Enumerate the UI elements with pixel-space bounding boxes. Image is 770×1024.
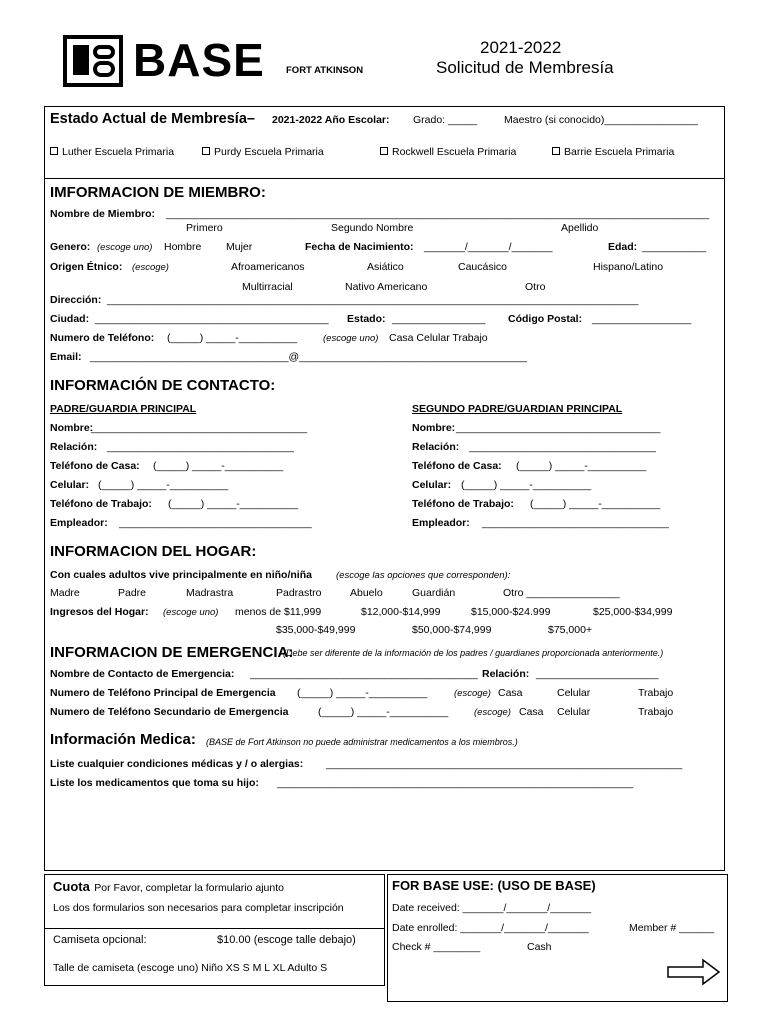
emergency-primary-casa[interactable]: Casa (498, 687, 523, 699)
secondary-employer-field[interactable]: ________________________________ (482, 517, 669, 529)
income-option-1[interactable]: menos de $11,999 (235, 606, 322, 618)
adult-option-grandparent[interactable]: Abuelo (350, 587, 383, 599)
location-label: FORT ATKINSON (286, 65, 364, 76)
ethnic-option-afro[interactable]: Afroamericanos (231, 261, 305, 273)
last-name-caption: Apellido (561, 222, 599, 234)
emergency-secondary-label: Numero de Teléfono Secundario de Emergencia (50, 706, 289, 718)
grade-field[interactable]: Grado: _____ (413, 114, 478, 126)
secondary-relation-field[interactable]: ________________________________ (469, 441, 656, 453)
emergency-primary-celular[interactable]: Celular (557, 687, 591, 699)
status-divider (44, 178, 725, 179)
school-option-purdy[interactable]: Purdy Escuela Primaria (202, 146, 324, 158)
check-number-field[interactable]: Check # ________ (392, 941, 481, 953)
fee-heading (53, 878, 284, 896)
primary-relation-label: Relación: (50, 441, 98, 453)
secondary-name-label: Nombre: (412, 422, 456, 434)
emergency-contact-field[interactable]: _______________________________________ (250, 668, 478, 680)
conditions-field[interactable]: _____________________________________________________________ (326, 758, 683, 770)
emergency-secondary-hint: (escoge) (474, 707, 511, 718)
secondary-home-label: Teléfono de Casa: (412, 460, 502, 472)
phone-label: Numero de Teléfono: (50, 332, 155, 344)
date-enrolled-field[interactable]: Date enrolled: _______/_______/_______ (392, 922, 589, 934)
status-title: Estado Actual de Membresía– (50, 111, 255, 127)
ethnic-option-hispanic[interactable]: Hispano/Latino (593, 261, 664, 273)
shirt-label: Camiseta opcional: (53, 934, 147, 946)
base-logo (63, 35, 123, 87)
contact-section-title: INFORMACIÓN DE CONTACTO: (50, 377, 276, 394)
checkbox-icon[interactable] (552, 147, 560, 155)
emergency-relation-label: Relación: (482, 668, 530, 680)
emergency-secondary-casa[interactable]: Casa (519, 706, 544, 718)
middle-name-caption: Segundo Nombre (331, 222, 414, 234)
school-option-barrie[interactable]: Barrie Escuela Primaria (552, 146, 674, 158)
secondary-relation-label: Relación: (412, 441, 460, 453)
secondary-cell-label: Celular: (412, 479, 452, 491)
fee-title-rest: Por Favor, completar la formulario ajunto (94, 882, 284, 894)
ethnic-hint: (escoge) (132, 262, 169, 273)
forms-note: Los dos formularios son necesarios para completar inscripción (53, 902, 344, 914)
conditions-label: Liste cualquier condiciones médicas y / o alergias: (50, 758, 304, 770)
lives-with-label: Con cuales adultos vive principalmente en niño/niña (50, 569, 312, 581)
form-title: Solicitud de Membresía (436, 58, 614, 77)
adult-option-mother[interactable]: Madre (50, 587, 80, 599)
primary-relation-field[interactable]: ________________________________ (107, 441, 294, 453)
shirt-price: $10.00 (escoge talle debajo) (217, 934, 356, 946)
income-option-2[interactable]: $12,000-$14,999 (361, 606, 441, 618)
arrow-right-icon[interactable] (667, 958, 721, 986)
adult-option-other[interactable]: Otro ________________ (503, 587, 620, 599)
ethnic-option-multi[interactable]: Multirracial (242, 281, 293, 293)
state-field[interactable]: ________________ (392, 313, 486, 325)
income-option-6[interactable]: $50,000-$74,999 (412, 624, 492, 636)
primary-name-field[interactable]: _____________________________________ (91, 422, 308, 434)
primary-home-label: Teléfono de Casa: (50, 460, 140, 472)
secondary-work-label: Teléfono de Trabajo: (412, 498, 514, 510)
school-option-luther[interactable]: Luther Escuela Primaria (50, 146, 174, 158)
primary-home-field[interactable]: (_____) _____-__________ (153, 460, 284, 472)
school-year: 2021-2022 (480, 38, 562, 57)
adult-option-father[interactable]: Padre (118, 587, 147, 599)
checkbox-icon[interactable] (202, 147, 210, 155)
cash-option[interactable]: Cash (527, 941, 552, 953)
teacher-field[interactable]: Maestro (si conocido)________________ (504, 114, 698, 126)
city-field[interactable]: ________________________________________ (95, 313, 329, 325)
city-label: Ciudad: (50, 313, 90, 325)
secondary-work-field[interactable]: (_____) _____-__________ (530, 498, 661, 510)
emergency-primary-label: Numero de Teléfono Principal de Emergencia (50, 687, 276, 699)
ethnic-label: Origen Étnico: (50, 261, 123, 273)
address-field[interactable]: ___________________________________________________________________________________________ (107, 294, 639, 306)
primary-employer-field[interactable]: _________________________________ (119, 517, 312, 529)
fee-divider (44, 928, 385, 929)
phone-hint: (escoge uno) (323, 333, 379, 344)
phone-type-options[interactable]: Casa Celular Trabajo (389, 332, 488, 344)
medical-section-title: Información Medica: (50, 731, 196, 748)
secondary-name-field[interactable]: ___________________________________ (456, 422, 661, 434)
gender-option-female[interactable]: Mujer (226, 241, 253, 253)
ethnic-option-native[interactable]: Nativo Americano (345, 281, 428, 293)
income-option-7[interactable]: $75,000+ (548, 624, 593, 636)
secondary-guardian-heading: SEGUNDO PADRE/GUARDIAN PRINCIPAL (412, 403, 623, 415)
brand-name: BASE (133, 34, 265, 86)
secondary-home-field[interactable]: (_____) _____-__________ (516, 460, 647, 472)
checkbox-icon[interactable] (380, 147, 388, 155)
member-number-field[interactable]: Member # ______ (629, 922, 715, 934)
phone-field[interactable]: (_____) _____-__________ (167, 332, 298, 344)
emergency-contact-label: Nombre de Contacto de Emergencia: (50, 668, 235, 680)
medical-note: (BASE de Fort Atkinson no puede administrar medicamentos a los miembros.) (206, 737, 518, 747)
emergency-secondary-field[interactable]: (_____) _____-__________ (318, 706, 449, 718)
fee-title: Cuota (53, 879, 90, 894)
email-label: Email: (50, 351, 82, 363)
lives-with-hint: (escoge las opciones que corresponden): (336, 570, 511, 581)
age-field[interactable]: ___________ (642, 241, 707, 253)
gender-hint: (escoge uno) (97, 242, 153, 253)
zip-field[interactable]: _________________ (592, 313, 692, 325)
emergency-secondary-celular[interactable]: Celular (557, 706, 591, 718)
emergency-primary-trabajo[interactable]: Trabajo (638, 687, 674, 699)
emergency-secondary-trabajo[interactable]: Trabajo (638, 706, 674, 718)
emergency-note: (Debe ser diferente de la información de los padres / guardianes proporcionada anteriormente.) (283, 648, 664, 658)
member-name-label: Nombre de Miembro: (50, 208, 156, 220)
primary-employer-label: Empleador: (50, 517, 108, 529)
emergency-relation-field[interactable]: _____________________ (536, 668, 659, 680)
email-field[interactable]: __________________________________@_______________________________________ (90, 351, 527, 363)
gender-label: Genero: (50, 241, 91, 253)
adult-option-stepfather[interactable]: Padrastro (276, 587, 322, 599)
zip-label: Código Postal: (508, 313, 583, 325)
emergency-primary-hint: (escoge) (454, 688, 491, 699)
gender-option-male[interactable]: Hombre (164, 241, 202, 253)
secondary-employer-label: Empleador: (412, 517, 470, 529)
dob-label: Fecha de Nacimiento: (305, 241, 414, 253)
state-label: Estado: (347, 313, 386, 325)
medications-label: Liste los medicamentos que toma su hijo: (50, 777, 259, 789)
school-year-label: 2021-2022 Año Escolar: (272, 114, 390, 126)
ethnic-option-caucasian[interactable]: Caucásico (458, 261, 508, 273)
secondary-cell-field[interactable]: (_____) _____-__________ (461, 479, 592, 491)
primary-cell-label: Celular: (50, 479, 90, 491)
ethnic-option-asian[interactable]: Asiático (367, 261, 404, 273)
dob-field[interactable]: _______/_______/_______ (424, 241, 553, 253)
address-label: Dirección: (50, 294, 102, 306)
income-option-5[interactable]: $35,000-$49,999 (276, 624, 356, 636)
adult-option-stepmother[interactable]: Madrastra (186, 587, 234, 599)
primary-work-field[interactable]: (_____) _____-__________ (168, 498, 299, 510)
date-received-field[interactable]: Date received: _______/_______/_______ (392, 902, 592, 914)
primary-work-label: Teléfono de Trabajo: (50, 498, 152, 510)
checkbox-icon[interactable] (50, 147, 58, 155)
first-name-caption: Primero (186, 222, 223, 234)
base-use-title: FOR BASE USE: (USO DE BASE) (392, 878, 596, 893)
emergency-primary-field[interactable]: (_____) _____-__________ (297, 687, 428, 699)
primary-guardian-heading: PADRE/GUARDIA PRINCIPAL (50, 403, 197, 415)
ethnic-option-other[interactable]: Otro (525, 281, 546, 293)
adult-option-guardian[interactable]: Guardián (412, 587, 456, 599)
emergency-section-title: INFORMACION DE EMERGENCIA: (50, 644, 294, 661)
member-name-field[interactable]: _____________________________________________________________________________________________ (166, 208, 710, 220)
income-label: Ingresos del Hogar: (50, 606, 149, 618)
household-section-title: INFORMACION DEL HOGAR: (50, 543, 257, 560)
income-hint: (escoge uno) (163, 607, 219, 618)
shirt-size-options[interactable]: Talle de camiseta (escoge uno) Niño XS S M L XL Adulto S (53, 962, 328, 974)
primary-cell-field[interactable]: (_____) _____-__________ (98, 479, 229, 491)
income-option-3[interactable]: $15,000-$24.999 (471, 606, 551, 618)
primary-name-label: Nombre: (50, 422, 94, 434)
medications-field[interactable]: _____________________________________________________________ (277, 777, 634, 789)
income-option-4[interactable]: $25,000-$34,999 (593, 606, 673, 618)
age-label: Edad: (608, 241, 638, 253)
member-section-title: IMFORMACION DE MIEMBRO: (50, 184, 266, 201)
school-option-rockwell[interactable]: Rockwell Escuela Primaria (380, 146, 516, 158)
